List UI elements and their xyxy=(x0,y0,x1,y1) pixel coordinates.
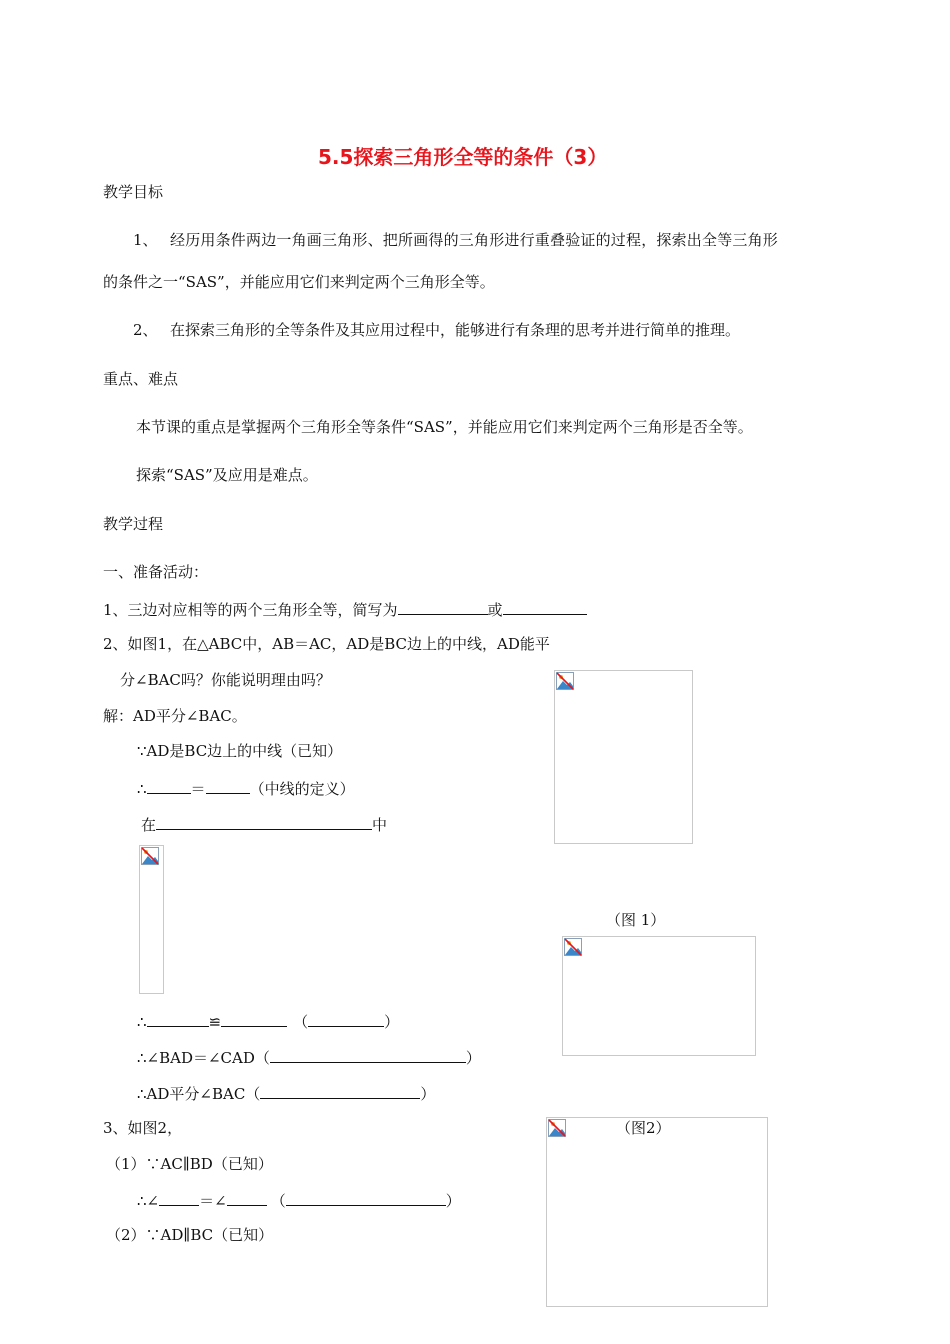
goal2-text: 在探索三角形的全等条件及其应用过程中，能够进行有条理的思考并进行简单的推理。 xyxy=(170,321,741,339)
answer-blank[interactable] xyxy=(147,777,191,794)
proof-step-5 xyxy=(137,1046,481,1068)
question-2-line2: 分∠BAC吗？你能说明理由吗？ xyxy=(120,671,331,689)
proof-step-5-text: ∴∠BAD＝∠CAD（ xyxy=(137,1049,270,1067)
difficulty-text: 探索“SAS”及应用是难点。 xyxy=(136,466,318,484)
close-paren: ） xyxy=(445,1192,461,1210)
proof-step-2 xyxy=(137,777,355,799)
congruent-symbol: ≌ xyxy=(208,1013,222,1031)
answer-blank[interactable] xyxy=(286,1189,446,1206)
answer-intro: 解：AD平分∠BAC。 xyxy=(103,707,247,725)
answer-blank[interactable] xyxy=(206,777,250,794)
therefore-symbol: ∴ xyxy=(137,1013,147,1031)
answer-blank[interactable] xyxy=(308,1010,384,1027)
proof-step-1: ∵AD是BC边上的中线（已知） xyxy=(137,742,343,760)
answer-blank[interactable] xyxy=(156,813,372,830)
proof-step-4 xyxy=(137,1010,399,1032)
goal2-number: 2、 xyxy=(133,321,158,339)
page-title: 5.5探索三角形全等的条件（3） xyxy=(318,145,608,169)
question-3-line1: 3、如图2， xyxy=(103,1119,183,1137)
prep-heading: 一、准备活动： xyxy=(103,563,209,581)
key-heading: 重点、难点 xyxy=(103,370,179,388)
question-1-text: 1、三边对应相等的两个三角形全等，简写为 xyxy=(103,601,398,619)
key-text: 本节课的重点是掌握两个三角形全等条件“SAS”，并能应用它们来判定两个三角形是否全等。 xyxy=(136,418,753,436)
close-paren: ） xyxy=(465,1049,481,1067)
figure-image-placeholder xyxy=(562,936,756,1056)
therefore-angle: ∴∠ xyxy=(137,1192,160,1210)
broken-image-icon xyxy=(564,938,582,956)
open-paren: （ xyxy=(270,1192,286,1210)
proof-step-6-text: ∴AD平分∠BAC（ xyxy=(137,1085,261,1103)
answer-blank[interactable] xyxy=(270,1046,466,1063)
answer-blank[interactable] xyxy=(227,1189,267,1206)
figure-2-image xyxy=(546,1117,768,1307)
proof-reason: （中线的定义） xyxy=(249,780,355,798)
figure-image-placeholder xyxy=(139,845,164,994)
open-paren: （ xyxy=(293,1013,309,1031)
broken-image-icon xyxy=(556,672,574,690)
question-3-part2: （2）∵AD∥BC（已知） xyxy=(106,1226,274,1244)
close-paren: ） xyxy=(420,1085,436,1103)
goal1-text-line2: 的条件之一“SAS”，并能应用它们来判定两个三角形全等。 xyxy=(103,273,495,291)
answer-blank[interactable] xyxy=(398,598,488,615)
proof-step-3-prefix: 在 xyxy=(141,816,157,834)
broken-image-icon xyxy=(548,1119,566,1137)
equals-symbol: ＝ xyxy=(190,780,206,798)
question-3-part1-step xyxy=(137,1189,461,1211)
goal1-text-line1: 经历用条件两边一角画三角形、把所画得的三角形进行重叠验证的过程，探索出全等三角形 xyxy=(170,231,779,249)
question-1-or: 或 xyxy=(487,601,503,619)
question-1 xyxy=(103,598,587,620)
equals-angle: ＝∠ xyxy=(199,1192,227,1210)
answer-blank[interactable] xyxy=(503,598,587,615)
broken-image-icon xyxy=(141,847,159,865)
proof-step-3 xyxy=(141,813,387,835)
answer-blank[interactable] xyxy=(159,1189,199,1206)
proof-step-6 xyxy=(137,1082,435,1104)
figure-1-image xyxy=(554,670,693,844)
question-2-line1: 2、如图1，在△ABC中，AB＝AC，AD是BC边上的中线，AD能平 xyxy=(103,635,550,653)
therefore-symbol: ∴ xyxy=(137,780,147,798)
answer-blank[interactable] xyxy=(147,1010,209,1027)
proof-step-3-suffix: 中 xyxy=(372,816,388,834)
answer-blank[interactable] xyxy=(221,1010,287,1027)
question-3-part1: （1）∵AC∥BD（已知） xyxy=(106,1155,273,1173)
close-paren: ） xyxy=(384,1013,400,1031)
goals-heading: 教学目标 xyxy=(103,183,164,201)
figure-1-caption: （图 1） xyxy=(606,911,666,929)
figure-2-caption: （图2） xyxy=(616,1119,671,1137)
process-heading: 教学过程 xyxy=(103,515,164,533)
goal1-number: 1、 xyxy=(133,231,158,249)
answer-blank[interactable] xyxy=(260,1082,420,1099)
